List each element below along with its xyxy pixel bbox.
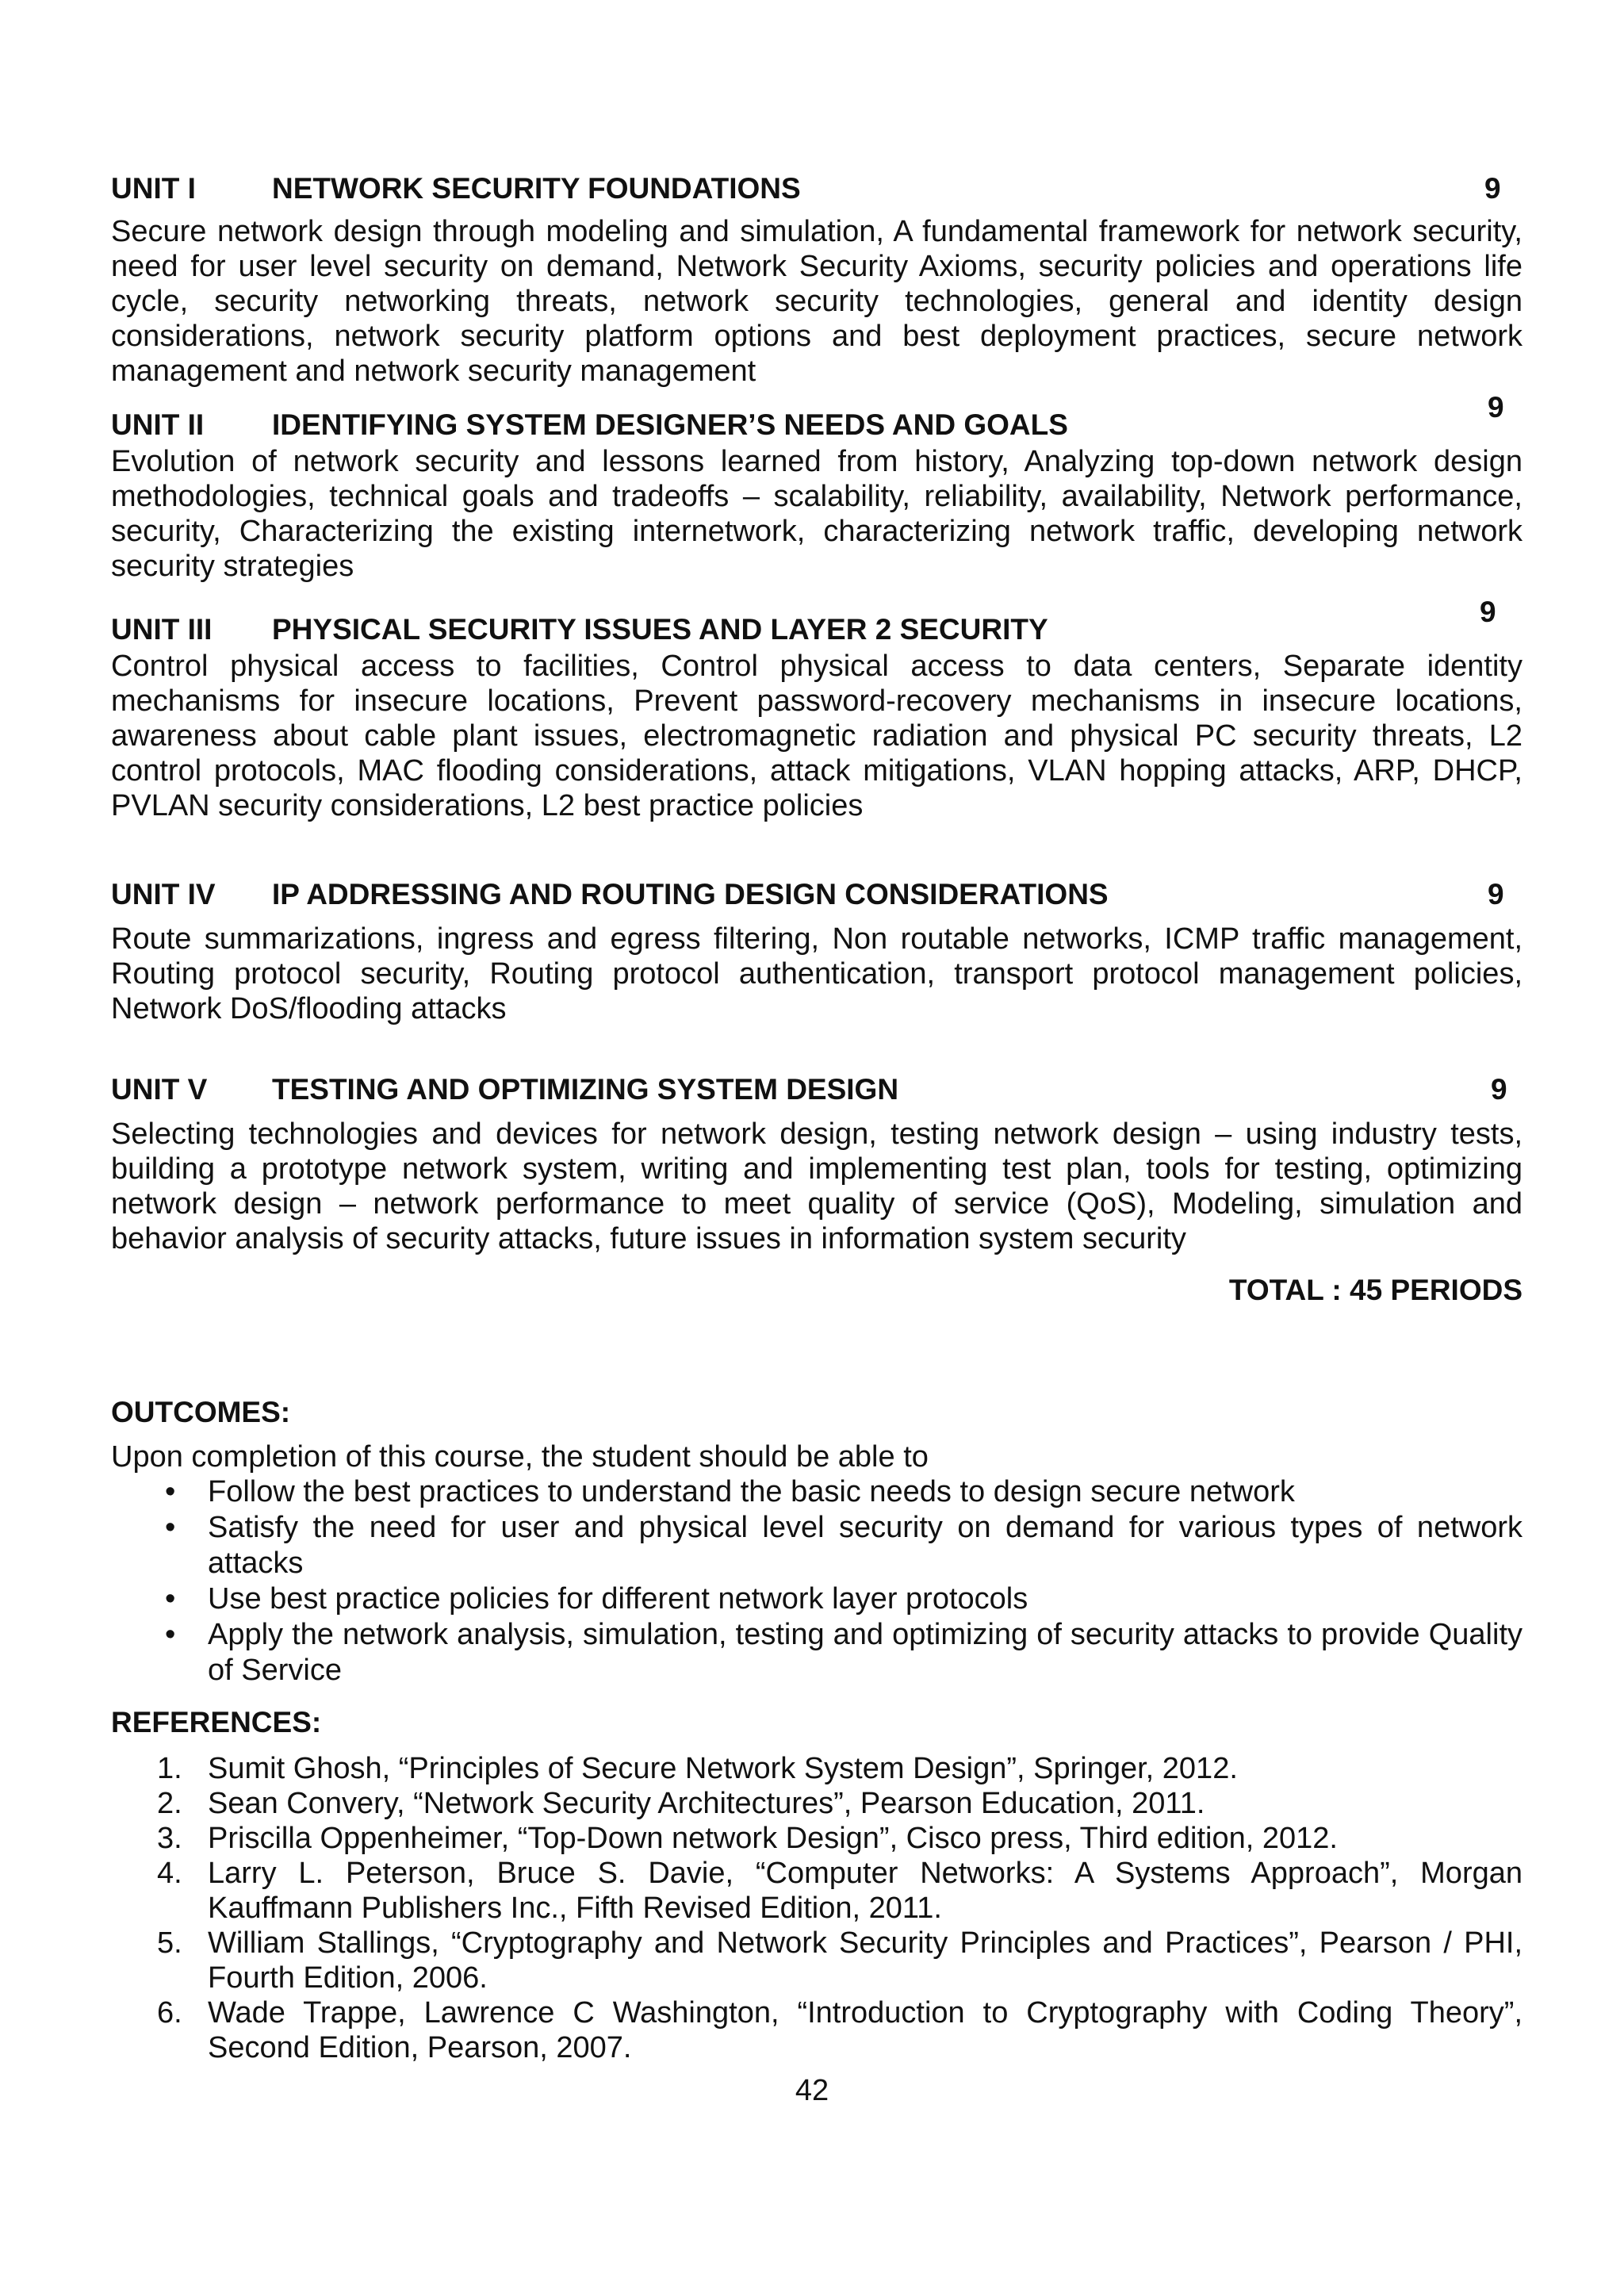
references-list [111, 1751, 1522, 2065]
outcome-text: Use best practice policies for different network layer protocols [208, 1582, 1028, 1616]
outcomes-heading: OUTCOMES: [111, 1396, 291, 1428]
reference-text: Priscilla Oppenheimer, “Top-Down network Design”, Cisco press, Third edition, 2012. [208, 1822, 1338, 1855]
total-periods: TOTAL : 45 PERIODS [1228, 1274, 1522, 1306]
unit-title: IP ADDRESSING AND ROUTING DESIGN CONSIDERATIONS [272, 878, 1109, 910]
references-section [111, 1704, 1522, 2065]
unit-title: TESTING AND OPTIMIZING SYSTEM DESIGN [272, 1073, 899, 1106]
unit-body: Evolution of network security and lessons learned from history, Analyzing top-down network design methodologies, technical goals and tradeoffs – scalability, reliability, availability, Network performance, security, Characterizing the existing internetwork, characterizing network traffic, developing network security strategies [111, 445, 1522, 583]
reference-number: 6. [157, 1996, 182, 2030]
list-item [111, 1786, 1522, 1821]
unit-heading [111, 391, 1522, 444]
reference-number: 5. [157, 1926, 182, 1960]
unit-body: Control physical access to facilities, Control physical access to data centers, Separate identity mechanisms for insecure locations, Prevent password-recovery mechanisms in insecure locations, awareness about cable plant issues, electromagnetic radiation and physical PC security threats, L2 control protocols, MAC flooding considerations, attack mitigations, VLAN hopping attacks, ARP, DHCP, PVLAN security considerations, L2 best practice policies [111, 650, 1522, 822]
unit-code: UNIT II [111, 408, 205, 441]
list-item [111, 1926, 1522, 1995]
reference-number: 2. [157, 1787, 182, 1820]
unit-body: Selecting technologies and devices for network design, testing network design – using industry tests, building a prototype network system, writing and implementing test plan, tools for testing, optimizing network design – network performance to meet quality of service (QoS), Modeling, simulation and behavior analysis of security attacks, future issues in information system security [111, 1117, 1522, 1255]
list-item [111, 1751, 1522, 1786]
outcomes-section [111, 1393, 1522, 1688]
bullet-icon: • [165, 1582, 176, 1616]
page-number: 42 [795, 2074, 829, 2107]
references-heading: REFERENCES: [111, 1706, 322, 1738]
unit-heading [111, 170, 1522, 208]
unit-hours: 9 [1480, 596, 1496, 628]
bullet-icon: • [165, 1475, 176, 1508]
reference-number: 1. [157, 1752, 182, 1785]
unit-code: UNIT V [111, 1073, 208, 1106]
reference-number: 4. [157, 1857, 182, 1890]
outcomes-intro: Upon completion of this course, the student should be able to [111, 1440, 929, 1474]
list-item [111, 1995, 1522, 2065]
outcome-text: Satisfy the need for user and physical level security on demand for various types of network attacks [208, 1511, 1522, 1580]
reference-text: Larry L. Peterson, Bruce S. Davie, “Computer Networks: A Systems Approach”, Morgan Kauffmann Publishers Inc., Fifth Revised Edition, 2011. [208, 1857, 1522, 1925]
list-item [111, 1617, 1522, 1688]
unit-heading [111, 596, 1522, 649]
reference-text: Sean Convery, “Network Security Architectures”, Pearson Education, 2011. [208, 1787, 1205, 1820]
unit-heading [111, 1071, 1522, 1109]
outcomes-list [111, 1474, 1522, 1688]
list-item [111, 1821, 1522, 1856]
bullet-icon: • [165, 1618, 176, 1651]
unit-code: UNIT I [111, 172, 196, 205]
outcome-text: Apply the network analysis, simulation, testing and optimizing of security attacks to provide Quality of Service [208, 1618, 1522, 1687]
unit-title: PHYSICAL SECURITY ISSUES AND LAYER 2 SECURITY [272, 613, 1048, 646]
unit-body: Route summarizations, ingress and egress filtering, Non routable networks, ICMP traffic management, Routing protocol security, Routing protocol authentication, transport protocol management policies, Network DoS/flooding attacks [111, 922, 1522, 1025]
unit-code: UNIT III [111, 613, 213, 646]
list-item [111, 1510, 1522, 1581]
unit-hours: 9 [1491, 1073, 1507, 1106]
list-item [111, 1581, 1522, 1617]
list-item [111, 1474, 1522, 1510]
unit-hours: 9 [1488, 878, 1504, 910]
reference-text: Wade Trappe, Lawrence C Washington, “Introduction to Cryptography with Coding Theory”, Second Edition, Pearson, 2007. [208, 1996, 1522, 2064]
list-item [111, 1856, 1522, 1926]
reference-text: William Stallings, “Cryptography and Network Security Principles and Practices”, Pearson / PHI, Fourth Edition, 2006. [208, 1926, 1522, 1995]
unit-3 [111, 596, 1522, 823]
reference-text: Sumit Ghosh, “Principles of Secure Network System Design”, Springer, 2012. [208, 1752, 1238, 1785]
unit-4 [111, 876, 1522, 1026]
reference-number: 3. [157, 1822, 182, 1855]
unit-hours: 9 [1488, 391, 1504, 424]
unit-hours: 9 [1484, 172, 1501, 205]
unit-2 [111, 391, 1522, 584]
unit-body: Secure network design through modeling and simulation, A fundamental framework for network security, need for user level security on demand, Network Security Axioms, security policies and operations life cycle, security networking threats, network security technologies, general and identity design considerations, network security platform options and best deployment practices, secure network management and network security management [111, 215, 1522, 388]
unit-heading [111, 876, 1522, 914]
bullet-icon: • [165, 1511, 176, 1544]
unit-1 [111, 170, 1522, 389]
unit-code: UNIT IV [111, 878, 216, 910]
unit-title: IDENTIFYING SYSTEM DESIGNER’S NEEDS AND GOALS [272, 408, 1068, 441]
unit-title: NETWORK SECURITY FOUNDATIONS [272, 172, 801, 205]
outcome-text: Follow the best practices to understand the basic needs to design secure network [208, 1475, 1295, 1508]
unit-5 [111, 1071, 1522, 1256]
